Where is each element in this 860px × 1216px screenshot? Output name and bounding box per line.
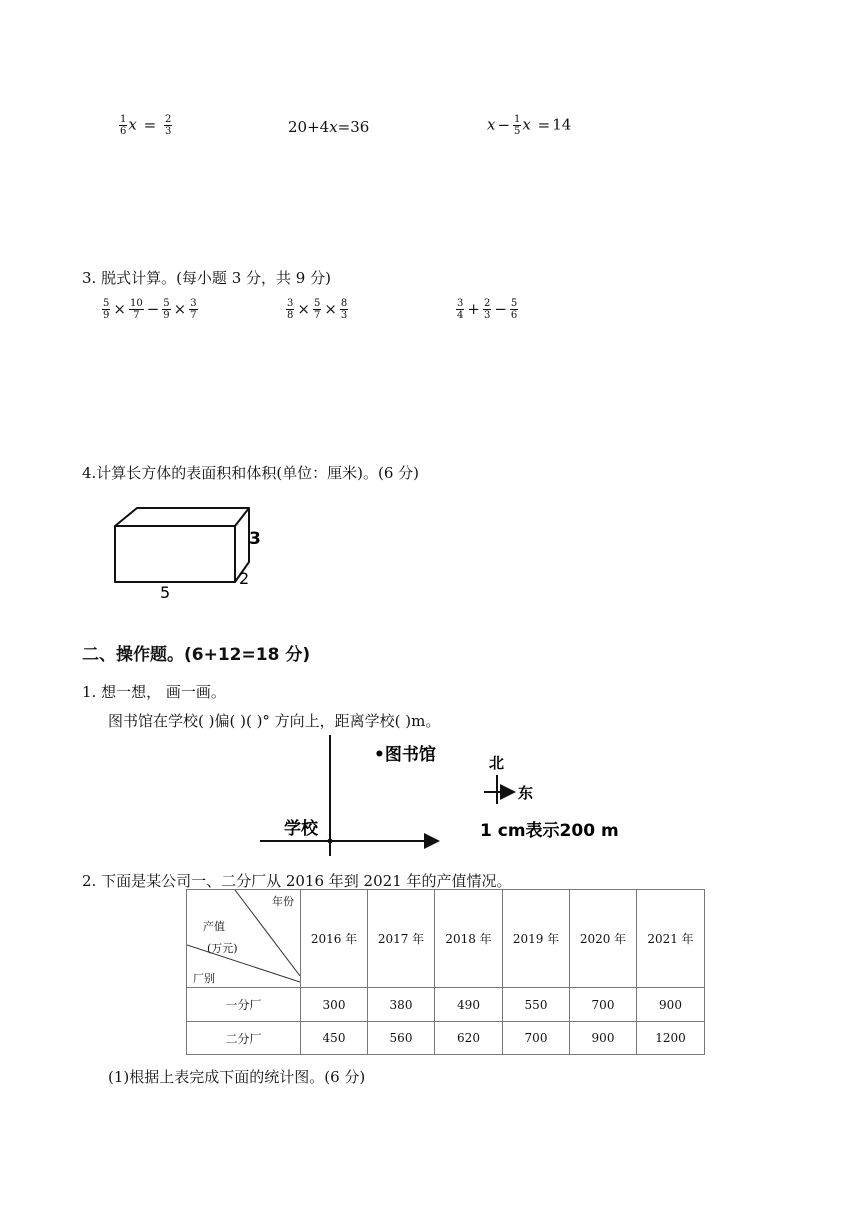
equation-1: $\frac{1}{6}$ x = $\frac{2}{3}$ <box>120 114 172 137</box>
q3-heading: 3. 脱式计算。(每小题 3 分，共 9 分) <box>82 269 331 287</box>
cuboid-height-label: 3 <box>249 529 261 549</box>
table-cell: 560 <box>368 1022 435 1055</box>
table-cell: 550 <box>503 988 570 1022</box>
table-cell: 900 <box>570 1022 637 1055</box>
year-header: 2019 年 <box>503 890 570 988</box>
table-cell: 900 <box>637 988 705 1022</box>
table-cell: 490 <box>435 988 503 1022</box>
table-cell: 300 <box>301 988 368 1022</box>
year-header: 2016 年 <box>301 890 368 988</box>
corner-value-label: 产值 <box>203 920 225 933</box>
table-cell: 450 <box>301 1022 368 1055</box>
equation-2: 20+4x=36 <box>288 118 370 136</box>
table-cell: 620 <box>435 1022 503 1055</box>
fraction: $\frac{2}{3}$ <box>164 114 172 137</box>
corner-factory-label: 厂别 <box>193 972 215 985</box>
cuboid-width-label: 2 <box>239 569 250 588</box>
north-label: 北 <box>489 754 505 772</box>
factory-name: 一分厂 <box>187 988 301 1022</box>
cuboid-figure <box>105 500 280 605</box>
q3-expression-2: $\frac{3}{8}$ × $\frac{5}{7}$ × $\frac{8}{3}$ <box>287 298 348 321</box>
cuboid-length-label: 5 <box>160 583 171 602</box>
factory-name: 二分厂 <box>187 1022 301 1055</box>
q3-expression-3: $\frac{3}{4}$ + $\frac{2}{3}$ − $\frac{5}{6}$ <box>457 298 518 321</box>
table-cell: 700 <box>570 988 637 1022</box>
east-label: 东 <box>518 784 534 802</box>
section-2-title: 二、操作题。(6+12=18 分) <box>82 645 311 665</box>
q3-expression-1: $\frac{5}{9}$ × $\frac{10}{7}$ − $\frac{5}{9}$ × $\frac{3}{7}$ <box>103 298 197 321</box>
table-cell: 700 <box>503 1022 570 1055</box>
q1-fill-line: 图书馆在学校( )偏( )( )° 方向上，距离学校( )m。 <box>108 712 441 730</box>
table-cell: 1200 <box>637 1022 705 1055</box>
table-cell: 380 <box>368 988 435 1022</box>
school-point <box>328 839 333 844</box>
q2-subquestion-1: (1)根据上表完成下面的统计图。(6 分) <box>108 1068 366 1086</box>
q2-heading: 2. 下面是某公司一、二分厂从 2016 年到 2021 年的产值情况。 <box>82 872 512 890</box>
table-row <box>187 988 705 1022</box>
fraction: $\frac{1}{5}$ <box>514 114 521 137</box>
school-label: 学校 <box>284 819 318 839</box>
map-diagram <box>250 730 630 860</box>
year-header: 2018 年 <box>435 890 503 988</box>
production-table <box>186 889 705 1055</box>
table-corner-cell <box>187 890 301 988</box>
scale-label: 1 cm表示200 m <box>480 821 619 841</box>
year-header: 2017 年 <box>368 890 435 988</box>
q1-heading: 1. 想一想， 画一画。 <box>82 683 226 701</box>
q4-heading: 4.计算长方体的表面积和体积(单位：厘米)。(6 分) <box>82 464 420 482</box>
equation-3: x − $\frac{1}{5}$ x = 14 <box>487 114 572 137</box>
year-header: 2020 年 <box>570 890 637 988</box>
corner-year-label: 年份 <box>272 895 294 908</box>
year-header: 2021 年 <box>637 890 705 988</box>
table-row <box>187 1022 705 1055</box>
fraction: $\frac{1}{6}$ <box>120 114 127 137</box>
corner-unit-label: (万元) <box>207 942 238 955</box>
library-label: •图书馆 <box>374 745 436 765</box>
